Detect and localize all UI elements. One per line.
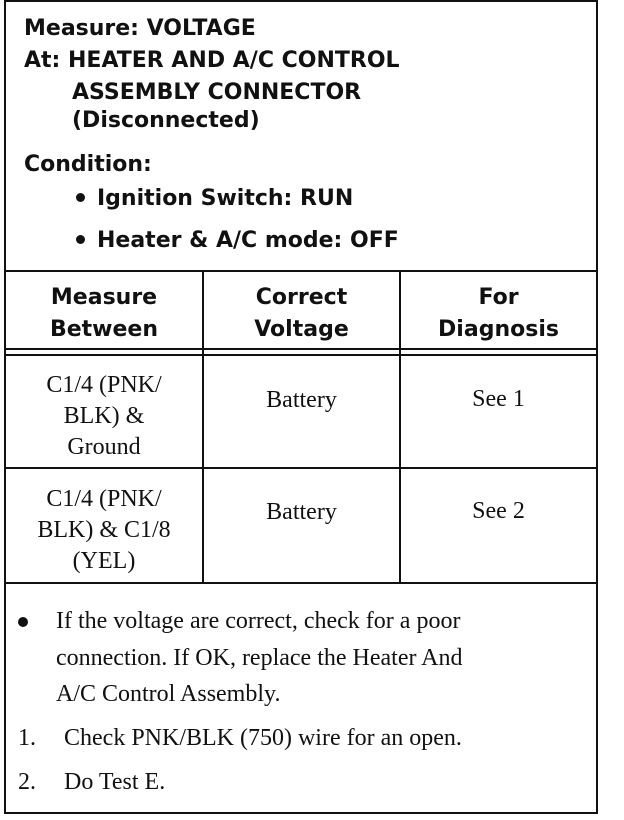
column-header-correct-voltage: [204, 282, 399, 346]
step-text: Check PNK/BLK (750) wire for an open.: [64, 725, 462, 751]
condition-item: [76, 186, 353, 211]
measure-label: Measure: VOLTAGE: [24, 16, 256, 41]
row-divider: [6, 467, 596, 469]
cell-text: BLK) & C1/8: [37, 517, 171, 543]
header-double-rule: [6, 348, 596, 356]
cell-text: C1/4 (PNK/: [46, 486, 162, 512]
cell-text: (YEL): [72, 548, 136, 574]
cell-text: BLK) &: [63, 403, 145, 429]
step-number: 1.: [18, 725, 36, 751]
header-text: Diagnosis: [438, 317, 559, 342]
test-header: [6, 2, 596, 270]
condition-label: Condition:: [24, 152, 152, 177]
table-top-rule: [6, 270, 596, 272]
note-line: connection. If OK, replace the Heater And: [56, 645, 463, 671]
header-text: Measure: [50, 285, 158, 310]
location-line-1: At: HEATER AND A/C CONTROL: [24, 48, 400, 73]
condition-text: Heater & A/C mode: OFF: [97, 228, 399, 253]
cell-text: Ground: [67, 434, 141, 460]
column-header-measure-between: [6, 282, 202, 346]
bullet-icon: [76, 235, 85, 244]
row-2-diagnosis: See 2: [472, 498, 525, 524]
diagnostic-chart-frame: [4, 0, 598, 814]
table-bottom-rule: [6, 582, 596, 584]
step-number: 2.: [18, 769, 36, 795]
header-text: Between: [49, 317, 159, 342]
header-text: For: [478, 285, 519, 310]
bullet-icon: [18, 617, 28, 627]
row-1-measure-between: [6, 370, 202, 463]
cell-text: C1/4 (PNK/: [46, 372, 162, 398]
column-header-for-diagnosis: [401, 282, 596, 346]
note-line: A/C Control Assembly.: [56, 681, 281, 707]
step-text: Do Test E.: [64, 769, 166, 795]
row-2-measure-between: [6, 484, 202, 577]
row-2-correct-voltage: Battery: [266, 499, 337, 525]
location-line-3: (Disconnected): [72, 108, 260, 133]
location-line-2: ASSEMBLY CONNECTOR: [72, 80, 362, 105]
row-1-correct-voltage: Battery: [266, 387, 337, 413]
note-line: If the voltage are correct, check for a poor: [56, 608, 461, 634]
header-text: Correct: [255, 285, 348, 310]
header-text: Voltage: [254, 317, 349, 342]
condition-text: Ignition Switch: RUN: [97, 186, 354, 211]
condition-item: [76, 228, 399, 253]
bullet-icon: [76, 193, 85, 202]
row-1-diagnosis: See 1: [472, 386, 525, 412]
